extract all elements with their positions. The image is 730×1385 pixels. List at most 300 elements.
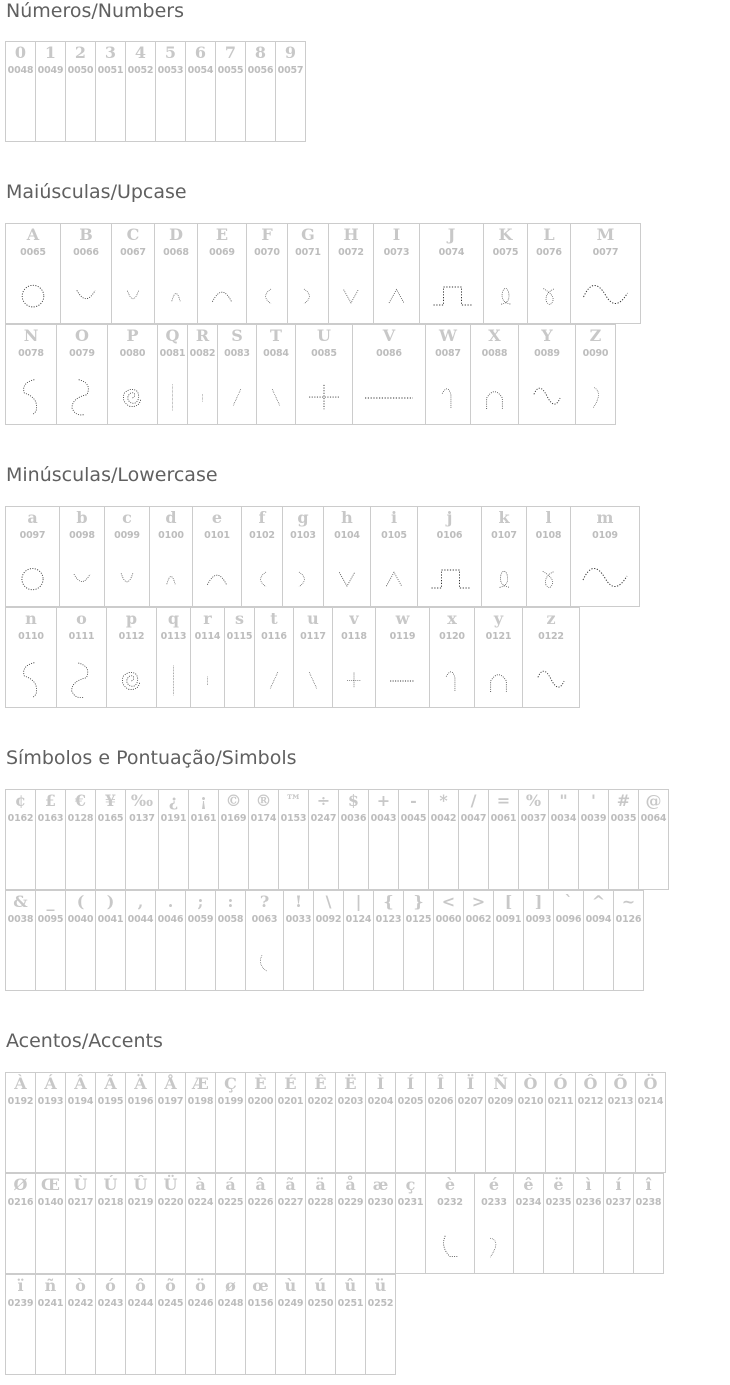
glyph-code: 0116	[261, 631, 287, 642]
glyph-character: w	[395, 609, 410, 628]
glyph-character: %	[525, 791, 542, 810]
arch-stroke-icon	[193, 552, 241, 608]
glyph-character: E	[215, 225, 229, 244]
glyph-code: 0230	[367, 1197, 394, 1208]
left-arc-stroke-icon	[246, 936, 283, 992]
glyph-code: 0065	[20, 247, 46, 258]
glyph-code: 0247	[310, 813, 337, 824]
glyph-cell	[474, 1173, 514, 1274]
glyph-code: 0047	[460, 813, 487, 824]
glyph-cell	[275, 41, 306, 142]
glyph-code: 0213	[607, 1096, 634, 1107]
glyph-cell	[373, 890, 404, 991]
glyph-cell	[185, 1173, 216, 1274]
s-curve-stroke-icon	[6, 653, 56, 709]
glyph-code: 0218	[97, 1197, 124, 1208]
glyph-code: 0078	[18, 348, 44, 359]
glyph-cell	[518, 789, 549, 890]
glyph-character: ¥	[104, 791, 117, 810]
small-arch-stroke-icon	[155, 269, 197, 325]
glyph-cell	[111, 223, 155, 324]
glyph-cell	[65, 1173, 96, 1274]
glyph-cell	[56, 607, 107, 708]
glyph-cell	[553, 890, 584, 991]
glyph-cell	[192, 506, 242, 607]
glyph-cell	[241, 506, 283, 607]
hook-stroke-icon	[426, 370, 470, 426]
accents-row-2	[5, 1173, 664, 1274]
v-stroke-icon	[324, 552, 370, 608]
glyph-code: 0055	[217, 65, 244, 76]
glyph-character: g	[297, 508, 309, 527]
glyph-character: Â	[74, 1074, 87, 1093]
glyph-character: Ñ	[493, 1074, 508, 1093]
glyph-code: 0216	[7, 1197, 34, 1208]
glyph-character: h	[341, 508, 353, 527]
glyph-character: d	[165, 508, 177, 527]
glyph-cell	[305, 1072, 336, 1173]
glyph-cell	[425, 1173, 475, 1274]
accents-row-1	[5, 1072, 666, 1173]
glyph-character: o	[76, 609, 87, 628]
glyph-character: >	[471, 892, 486, 911]
glyph-character: á	[225, 1175, 236, 1194]
glyph-character: B	[79, 225, 93, 244]
accents-row-3	[5, 1274, 396, 1375]
glyph-character: Ú	[103, 1175, 118, 1194]
glyph-code: 0225	[217, 1197, 244, 1208]
glyph-code: 0035	[610, 813, 637, 824]
circle-stroke-icon	[6, 269, 60, 325]
glyph-code: 0165	[97, 813, 124, 824]
glyph-character: £	[44, 791, 57, 810]
glyph-code: 0231	[397, 1197, 424, 1208]
glyph-code: 0238	[635, 1197, 662, 1208]
glyph-code: 0067	[120, 247, 146, 258]
glyph-cell	[548, 789, 579, 890]
glyph-character: i	[390, 508, 398, 527]
glyph-code: 0054	[187, 65, 214, 76]
glyph-cell	[425, 324, 471, 425]
glyph-code: 0034	[550, 813, 577, 824]
glyph-code: 0195	[97, 1096, 124, 1107]
glyph-character: m	[596, 508, 614, 527]
glyph-code: 0217	[67, 1197, 94, 1208]
glyph-cell	[275, 1072, 306, 1173]
caret-stroke-icon	[371, 552, 417, 608]
glyph-code: 0044	[127, 914, 154, 925]
glyph-character: x	[447, 609, 457, 628]
glyph-cell	[570, 223, 641, 324]
glyph-cell	[527, 223, 571, 324]
glyph-code: 0118	[341, 631, 367, 642]
glyph-cell	[515, 1072, 546, 1173]
glyph-cell	[95, 890, 126, 991]
glyph-cell	[5, 223, 61, 324]
caret-stroke-icon	[374, 269, 419, 325]
glyph-cell	[35, 890, 66, 991]
glyph-cell	[373, 223, 420, 324]
glyph-character: X	[488, 326, 501, 345]
glyph-code: 0169	[220, 813, 247, 824]
glyph-code: 0057	[277, 65, 304, 76]
glyph-code: 0191	[160, 813, 187, 824]
backslash-stroke-icon	[257, 370, 295, 426]
glyph-code: 0112	[118, 631, 145, 642]
glyph-code: 0039	[580, 813, 607, 824]
glyph-cell	[246, 223, 288, 324]
glyph-character: 2	[74, 43, 87, 62]
glyph-code: 0234	[515, 1197, 542, 1208]
glyph-character: O	[75, 326, 89, 345]
glyph-code: 0092	[315, 914, 342, 925]
glyph-character: å	[345, 1175, 356, 1194]
glyph-cell	[218, 789, 249, 890]
glyph-code: 0207	[457, 1096, 484, 1107]
glyph-character: +	[376, 791, 391, 810]
glyph-code: 0058	[217, 914, 244, 925]
glyph-cell	[605, 1072, 636, 1173]
glyph-character: 4	[134, 43, 147, 62]
glyph-code: 0214	[637, 1096, 664, 1107]
glyph-character: ï	[17, 1276, 24, 1295]
glyph-character: ?	[259, 892, 270, 911]
glyph-cell	[365, 1173, 396, 1274]
glyph-cell	[417, 506, 482, 607]
glyph-character: ®	[255, 791, 272, 810]
glyph-code: 0126	[615, 914, 642, 925]
glyph-character: t	[270, 609, 278, 628]
glyph-code: 0128	[67, 813, 94, 824]
glyph-cell	[458, 789, 489, 890]
glyph-character: é	[488, 1175, 500, 1194]
glyph-cell	[343, 890, 374, 991]
glyph-cell	[217, 324, 257, 425]
v-stroke-icon	[329, 269, 373, 325]
glyph-character: S	[231, 326, 243, 345]
glyph-code: 0101	[204, 530, 230, 541]
glyph-code: 0241	[37, 1298, 64, 1309]
glyph-cell	[35, 41, 66, 142]
glyph-character: s	[234, 609, 244, 628]
glyph-code: 0219	[127, 1197, 154, 1208]
glyph-code: 0204	[367, 1096, 394, 1107]
glyph-cell	[488, 789, 519, 890]
glyph-cell	[635, 1072, 666, 1173]
cup-stroke-icon	[60, 552, 104, 608]
glyph-cell	[254, 607, 294, 708]
hline-short-stroke-icon	[376, 653, 429, 709]
loop-up-stroke-icon	[528, 269, 570, 325]
glyph-character: ä	[315, 1175, 326, 1194]
glyph-character: Q	[165, 326, 180, 345]
glyph-character: T	[270, 326, 282, 345]
hook-stroke-icon	[430, 653, 474, 709]
glyph-code: 0205	[397, 1096, 424, 1107]
glyph-cell	[603, 1173, 634, 1274]
glyph-code: 0239	[7, 1298, 34, 1309]
glyph-cell	[523, 890, 554, 991]
glyph-code: 0091	[495, 914, 522, 925]
glyph-cell	[155, 1072, 186, 1173]
glyph-code: 0220	[157, 1197, 184, 1208]
glyph-code: 0059	[187, 914, 214, 925]
glyph-character: ©	[225, 791, 242, 810]
glyph-code: 0077	[592, 247, 619, 258]
glyph-cell	[95, 41, 126, 142]
section-title-numbers: Números/Numbers	[6, 0, 184, 22]
glyph-cell	[578, 789, 609, 890]
glyph-code: 0076	[536, 247, 562, 258]
vline-long-stroke-icon	[158, 370, 187, 426]
glyph-cell	[187, 324, 218, 425]
glyph-code: 0194	[67, 1096, 94, 1107]
glyph-character: 0	[14, 43, 27, 62]
glyph-code: 0099	[114, 530, 140, 541]
glyph-code: 0228	[307, 1197, 334, 1208]
cross-stroke-icon	[296, 370, 352, 426]
glyph-code: 0093	[525, 914, 552, 925]
glyph-code: 0201	[277, 1096, 304, 1107]
glyph-character: J	[447, 225, 456, 244]
glyph-character: 6	[194, 43, 207, 62]
backslash-stroke-icon	[294, 653, 332, 709]
glyph-character: í	[615, 1175, 622, 1194]
glyph-cell	[5, 607, 57, 708]
glyph-character: ë	[553, 1175, 564, 1194]
glyph-character: Ä	[134, 1074, 147, 1093]
upcase-row-1	[5, 223, 641, 324]
glyph-code: 0080	[119, 348, 146, 359]
glyph-cell	[323, 506, 371, 607]
n-arch-stroke-icon	[471, 370, 518, 426]
glyph-cell	[224, 607, 255, 708]
glyph-character: ^	[591, 892, 606, 911]
glyph-character: Ê	[314, 1074, 327, 1093]
glyph-cell	[156, 607, 191, 708]
glyph-cell	[295, 324, 353, 425]
glyph-character: ‰	[130, 791, 154, 810]
glyph-code: 0119	[389, 631, 416, 642]
glyph-cell	[35, 789, 66, 890]
glyph-character: [	[504, 892, 513, 911]
glyph-cell	[185, 1274, 216, 1375]
section-title-accents: Acentos/Accents	[6, 1030, 163, 1052]
glyph-character: L	[543, 225, 555, 244]
glyph-cell	[575, 324, 616, 425]
glyph-code: 0038	[7, 914, 34, 925]
glyph-code: 0115	[226, 631, 253, 642]
glyph-character: ì	[585, 1175, 592, 1194]
glyph-character: 5	[164, 43, 177, 62]
glyph-cell	[370, 506, 418, 607]
glyph-cell	[125, 1173, 156, 1274]
glyph-character: *	[439, 791, 448, 810]
glyph-code: 0114	[194, 631, 221, 642]
glyph-code: 0062	[465, 914, 492, 925]
glyph-cell	[335, 1072, 366, 1173]
glyph-character: M	[596, 225, 615, 244]
glyph-cell	[149, 506, 193, 607]
glyph-code: 0235	[545, 1197, 572, 1208]
glyph-code: 0053	[157, 65, 184, 76]
glyph-character: &	[13, 892, 28, 911]
glyph-code: 0036	[340, 813, 367, 824]
glyph-cell	[275, 1274, 306, 1375]
glyph-character: !	[294, 892, 303, 911]
glyph-code: 0075	[492, 247, 519, 258]
glyph-code: 0198	[187, 1096, 214, 1107]
open-left-stroke-icon	[283, 552, 323, 608]
glyph-code: 0100	[158, 530, 184, 541]
glyph-cell	[613, 890, 644, 991]
glyph-code: 0242	[67, 1298, 94, 1309]
glyph-code: 0233	[481, 1197, 507, 1208]
wave-small-stroke-icon	[519, 370, 575, 426]
hline-stroke-icon	[353, 370, 425, 426]
glyph-character: u	[307, 609, 319, 628]
glyph-code: 0073	[383, 247, 410, 258]
glyph-code: 0107	[491, 530, 517, 541]
section-title-lowercase: Minúsculas/Lowercase	[6, 464, 218, 486]
glyph-character: W	[439, 326, 457, 345]
glyph-character: U	[317, 326, 331, 345]
glyph-code: 0094	[585, 914, 612, 925]
glyph-code: 0096	[555, 914, 582, 925]
glyph-character: a	[27, 508, 38, 527]
glyph-code: 0070	[254, 247, 280, 258]
glyph-code: 0105	[381, 530, 407, 541]
glyph-code: 0224	[187, 1197, 214, 1208]
glyph-cell	[308, 789, 339, 890]
glyph-character: ü	[374, 1276, 387, 1295]
glyph-character: Ü	[163, 1175, 178, 1194]
glyph-code: 0249	[277, 1298, 304, 1309]
glyph-cell	[275, 1173, 306, 1274]
glyph-character: F	[261, 225, 273, 244]
glyph-code: 0226	[247, 1197, 274, 1208]
glyph-code: 0046	[157, 914, 184, 925]
v-cup-stroke-icon	[105, 552, 149, 608]
glyph-cell	[65, 1274, 96, 1375]
right-curve-stroke-icon	[576, 370, 615, 426]
glyph-cell	[215, 890, 246, 991]
glyph-character: R	[195, 326, 210, 345]
small-arch-stroke-icon	[150, 552, 192, 608]
glyph-cell	[65, 1072, 96, 1173]
glyph-code: 0200	[247, 1096, 274, 1107]
glyph-character: j	[446, 508, 453, 527]
glyph-code: 0113	[160, 631, 187, 642]
glyph-cell	[215, 1072, 246, 1173]
glyph-character: Í	[406, 1074, 415, 1093]
glyph-code: 0125	[405, 914, 432, 925]
glyph-code: 0196	[127, 1096, 154, 1107]
section-title-upcase: Maiúsculas/Upcase	[6, 181, 187, 203]
open-left-stroke-icon	[288, 269, 328, 325]
glyph-cell	[338, 789, 369, 890]
glyph-cell	[245, 1072, 276, 1173]
square-pulse-stroke-icon	[420, 269, 483, 325]
glyph-cell	[526, 506, 571, 607]
glyph-code: 0063	[251, 914, 278, 925]
glyph-character: P	[126, 326, 139, 345]
glyph-code: 0090	[582, 348, 609, 359]
glyph-cell	[245, 41, 276, 142]
glyph-cell	[332, 607, 376, 708]
glyph-character: ú	[314, 1276, 327, 1295]
glyph-cell	[95, 789, 126, 890]
wave-stroke-icon	[571, 552, 639, 608]
glyph-code: 0243	[97, 1298, 124, 1309]
glyph-character: Á	[44, 1074, 57, 1093]
glyph-cell	[215, 1173, 246, 1274]
glyph-cell	[485, 1072, 516, 1173]
hook-right-stroke-icon	[475, 1219, 513, 1275]
glyph-cell	[104, 506, 150, 607]
glyph-character: ø	[225, 1276, 236, 1295]
glyph-cell	[158, 789, 189, 890]
vline-short-stroke-icon	[191, 653, 224, 709]
glyph-character: Ô	[583, 1074, 598, 1093]
glyph-code: 0081	[159, 348, 186, 359]
glyph-character: `	[564, 892, 573, 911]
glyph-cell	[283, 890, 314, 991]
glyph-character: V	[382, 326, 396, 345]
glyph-character: c	[122, 508, 132, 527]
glyph-cell	[245, 890, 284, 991]
glyph-cell	[433, 890, 464, 991]
glyph-character: ù	[284, 1276, 297, 1295]
glyph-code: 0049	[37, 65, 64, 76]
glyph-code: 0124	[345, 914, 372, 925]
glyph-cell	[65, 41, 96, 142]
glyph-cell	[573, 1173, 604, 1274]
glyph-code: 0227	[277, 1197, 304, 1208]
glyph-character: }	[413, 892, 424, 911]
glyph-code: 0110	[18, 631, 44, 642]
glyph-cell	[95, 1274, 126, 1375]
glyph-code: 0098	[69, 530, 95, 541]
glyph-code: 0068	[163, 247, 189, 258]
glyph-code: 0202	[307, 1096, 334, 1107]
glyph-code: 0122	[538, 631, 564, 642]
glyph-code: 0064	[640, 813, 667, 824]
glyph-character: 9	[284, 43, 297, 62]
glyph-character: 1	[44, 43, 57, 62]
glyph-cell	[483, 223, 528, 324]
wave-stroke-icon	[571, 269, 640, 325]
glyph-character: à	[195, 1175, 206, 1194]
glyph-character: Û	[133, 1175, 148, 1194]
glyph-cell	[5, 789, 36, 890]
glyph-code: 0236	[575, 1197, 602, 1208]
glyph-code: 0041	[97, 914, 124, 925]
glyph-code: 0163	[37, 813, 64, 824]
glyph-code: 0117	[300, 631, 326, 642]
glyph-code: 0245	[157, 1298, 184, 1309]
cross-small-stroke-icon	[333, 653, 375, 709]
glyph-cell	[398, 789, 429, 890]
glyph-code: 0206	[427, 1096, 454, 1107]
glyph-character: ê	[523, 1175, 534, 1194]
glyph-cell	[35, 1274, 66, 1375]
loop-down-stroke-icon	[482, 552, 526, 608]
glyph-code: 0251	[337, 1298, 364, 1309]
s-reverse-stroke-icon	[57, 653, 106, 709]
glyph-code: 0211	[547, 1096, 574, 1107]
glyph-cell	[59, 506, 105, 607]
